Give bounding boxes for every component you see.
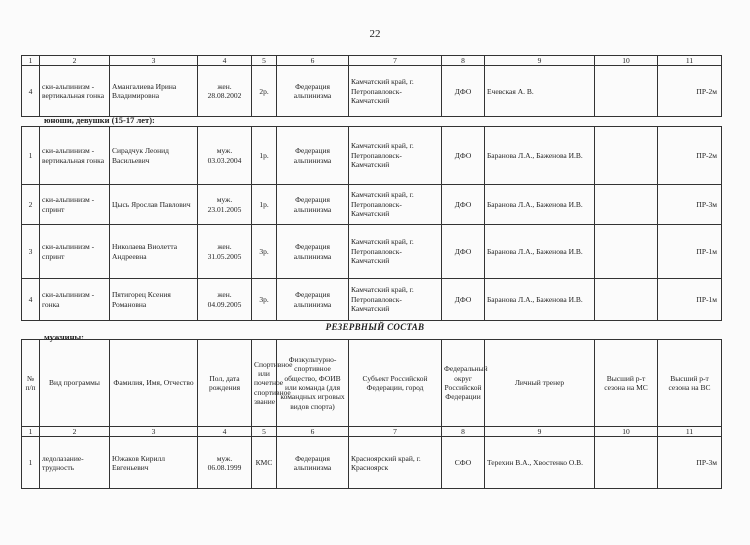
column-numbers-row	[22, 56, 722, 66]
column-number: 7	[349, 427, 442, 437]
cell-coach: Баранова Л.А., Баженова И.В.	[485, 279, 595, 321]
table-row	[22, 279, 722, 321]
header-district: Федеральный округ Российской Федерации	[442, 340, 485, 427]
cell-program: ски-альпинизм - вертикальная гонка	[40, 127, 110, 185]
column-number: 1	[22, 427, 40, 437]
cell-ms	[595, 437, 658, 489]
cell-name: Цысь Ярослав Павлович	[110, 185, 198, 225]
cell-n: 1	[22, 437, 40, 489]
cell-program: ски-альпинизм - гонка	[40, 279, 110, 321]
cell-rank: 2р.	[252, 66, 277, 117]
cell-rank: 1р.	[252, 185, 277, 225]
header-region: Субъект Российской Федерации, город	[349, 340, 442, 427]
cell-region: Камчатский край, г. Петропавловск-Камчатский	[349, 185, 442, 225]
table-row	[22, 66, 722, 117]
column-number: 9	[485, 427, 595, 437]
cell-ms	[595, 279, 658, 321]
cell-vs: ПР-3м	[658, 437, 722, 489]
column-number: 4	[198, 56, 252, 66]
cell-org: Федерация альпинизма	[277, 225, 349, 279]
table-row	[22, 127, 722, 185]
header-rank: Спортивное или почетное спортивное звание	[252, 340, 277, 427]
cell-n: 1	[22, 127, 40, 185]
cell-district: ДФО	[442, 66, 485, 117]
column-numbers-row	[22, 427, 722, 437]
cell-coach: Баранова Л.А., Баженова И.В.	[485, 127, 595, 185]
cell-program: ски-альпинизм - вертикальная гонка	[40, 66, 110, 117]
column-number: 6	[277, 56, 349, 66]
table-main-continued	[21, 55, 722, 117]
cell-region: Камчатский край, г. Петропавловск-Камчатский	[349, 225, 442, 279]
cell-name: Амангалиева Ирина Владимировна	[110, 66, 198, 117]
column-number: 6	[277, 427, 349, 437]
cell-vs: ПР-2м	[658, 127, 722, 185]
column-number: 11	[658, 427, 722, 437]
column-number: 10	[595, 56, 658, 66]
cell-born: муж. 23.01.2005	[198, 185, 252, 225]
cell-born: жен. 28.08.2002	[198, 66, 252, 117]
table-row	[22, 437, 722, 489]
column-number: 2	[40, 427, 110, 437]
cell-born: муж. 03.03.2004	[198, 127, 252, 185]
cell-org: Федерация альпинизма	[277, 279, 349, 321]
cell-coach: Баранова Л.А., Баженова И.В.	[485, 185, 595, 225]
column-number: 2	[40, 56, 110, 66]
column-number: 5	[252, 427, 277, 437]
cell-region: Камчатский край, г. Петропавловск-Камчатский	[349, 66, 442, 117]
cell-vs: ПР-1м	[658, 279, 722, 321]
cell-region: Красноярский край, г. Красноярск	[349, 437, 442, 489]
column-number: 5	[252, 56, 277, 66]
cell-n: 2	[22, 185, 40, 225]
cell-born: жен. 31.05.2005	[198, 225, 252, 279]
header-row	[22, 340, 722, 427]
cell-program: ледолазание-трудность	[40, 437, 110, 489]
cell-rank: КМС	[252, 437, 277, 489]
cell-born: жен. 04.09.2005	[198, 279, 252, 321]
cell-coach: Терехин В.А., Хвостенко О.В.	[485, 437, 595, 489]
cell-region: Камчатский край, г. Петропавловск-Камчатский	[349, 127, 442, 185]
header-ms: Высший р-т сезона на МС	[595, 340, 658, 427]
cell-n: 4	[22, 279, 40, 321]
cell-name: Пятигорец Ксения Романовна	[110, 279, 198, 321]
cell-district: СФО	[442, 437, 485, 489]
header-org: Физкультурно-спортивное общество, ФОИВ или команда (для командных игровых видов спорта)	[277, 340, 349, 427]
column-number: 3	[110, 427, 198, 437]
cell-ms	[595, 185, 658, 225]
cell-program: ски-альпинизм - спринт	[40, 185, 110, 225]
cell-coach: Ечевская А. В.	[485, 66, 595, 117]
section-juniors: юноши, девушки (15-17 лет):	[44, 115, 155, 125]
cell-org: Федерация альпинизма	[277, 127, 349, 185]
cell-org: Федерация альпинизма	[277, 437, 349, 489]
cell-vs: ПР-2м	[658, 66, 722, 117]
cell-vs: ПР-1м	[658, 225, 722, 279]
cell-district: ДФО	[442, 279, 485, 321]
column-number: 1	[22, 56, 40, 66]
cell-name: Южаков Кирилл Евгеньевич	[110, 437, 198, 489]
cell-rank: 3р.	[252, 225, 277, 279]
column-number: 7	[349, 56, 442, 66]
cell-ms	[595, 127, 658, 185]
table-juniors	[21, 126, 722, 321]
header-name: Фамилия, Имя, Отчество	[110, 340, 198, 427]
column-number: 8	[442, 56, 485, 66]
cell-program: ски-альпинизм - спринт	[40, 225, 110, 279]
cell-district: ДФО	[442, 225, 485, 279]
header-coach: Личный тренер	[485, 340, 595, 427]
header-n: № п/п	[22, 340, 40, 427]
reserve-title: РЕЗЕРВНЫЙ СОСТАВ	[325, 322, 425, 332]
column-number: 11	[658, 56, 722, 66]
cell-born: муж. 06.08.1999	[198, 437, 252, 489]
column-number: 3	[110, 56, 198, 66]
cell-coach: Баранова Л.А., Баженова И.В.	[485, 225, 595, 279]
header-program: Вид программы	[40, 340, 110, 427]
column-number: 9	[485, 56, 595, 66]
section-men: мужчины:	[44, 332, 84, 342]
column-number: 4	[198, 427, 252, 437]
header-vs: Высший р-т сезона на ВС	[658, 340, 722, 427]
column-number: 10	[595, 427, 658, 437]
cell-district: ДФО	[442, 185, 485, 225]
cell-n: 4	[22, 66, 40, 117]
table-row	[22, 185, 722, 225]
cell-name: Николаева Виолетта Андреевна	[110, 225, 198, 279]
page-number: 22	[369, 28, 381, 40]
cell-district: ДФО	[442, 127, 485, 185]
cell-ms	[595, 225, 658, 279]
cell-org: Федерация альпинизма	[277, 66, 349, 117]
cell-name: Сирадчук Леонид Васильевич	[110, 127, 198, 185]
cell-rank: 3р.	[252, 279, 277, 321]
cell-rank: 1р.	[252, 127, 277, 185]
table-row	[22, 225, 722, 279]
cell-org: Федерация альпинизма	[277, 185, 349, 225]
column-number: 8	[442, 427, 485, 437]
header-born: Пол, дата рождения	[198, 340, 252, 427]
cell-region: Камчатский край, г. Петропавловск-Камчатский	[349, 279, 442, 321]
cell-ms	[595, 66, 658, 117]
table-reserve	[21, 339, 722, 489]
cell-vs: ПР-3м	[658, 185, 722, 225]
cell-n: 3	[22, 225, 40, 279]
